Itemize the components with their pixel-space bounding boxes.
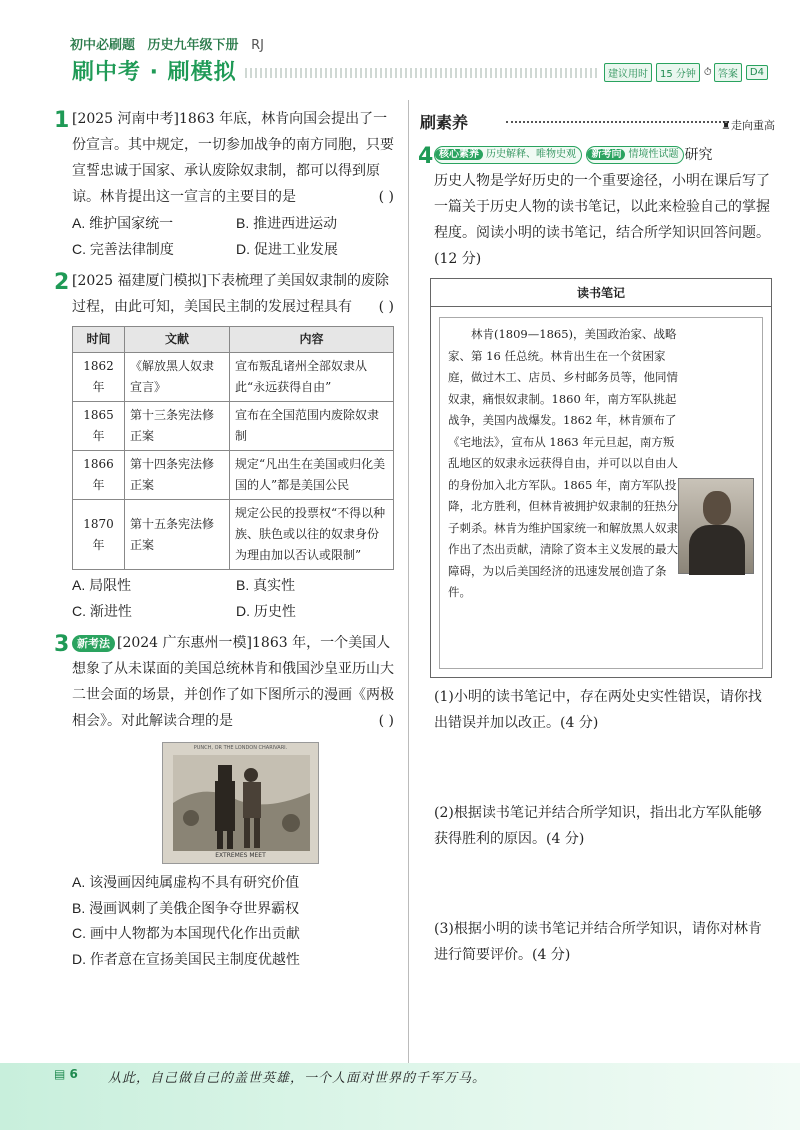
- question-3: [54, 630, 400, 972]
- brand-title: 刷中考 · 刷模拟: [72, 60, 237, 85]
- cell-content: 宣布叛乱诸州全部奴隶从此“永远获得自由”: [230, 353, 394, 402]
- core-literacy-tag: 核心素养 历史解释、唯物史观: [434, 146, 582, 164]
- option-c: C. 渐进性: [72, 603, 132, 619]
- cell-doc: 第十四条宪法修正案: [125, 451, 230, 500]
- option-a: A. 局限性: [72, 577, 132, 593]
- table-header: 文献: [125, 327, 230, 353]
- question-number: 4: [418, 144, 434, 169]
- option-b: B. 真实性: [236, 577, 296, 593]
- left-column: [54, 106, 400, 972]
- right-column: [420, 110, 775, 968]
- stem-tail: 研究: [684, 147, 713, 163]
- question-number: 3: [54, 632, 70, 657]
- question-stem: [2025 河南中考]1863 年底，林肯向国会提出了一份宣言。其中规定，一切参加战争的南方同胞，只要宣誓忠诚于国家、承认废除奴隶制，都可以得到原谅。林肯提出这一宣言的主要目的是 ( ): [72, 106, 400, 210]
- cell-doc: 第十五条宪法修正案: [125, 500, 230, 570]
- footer-motto: 从此，自己做自己的盖世英雄，一个人面对世界的千军万马。: [108, 1071, 487, 1086]
- page-footer: [0, 1063, 800, 1130]
- section-dotted-line: [506, 121, 729, 123]
- notes-title: 读书笔记: [431, 279, 771, 307]
- edition-label: RJ: [251, 38, 264, 53]
- option-a: A. 维护国家统一: [72, 215, 174, 231]
- question-2: [54, 268, 400, 624]
- table-header: 时间: [73, 327, 125, 353]
- option-d: D. 历史性: [236, 603, 296, 619]
- cartoon-image: [162, 742, 319, 864]
- cartoon-title: EXTREMES MEET: [215, 852, 266, 859]
- time-value: 15 分钟: [656, 63, 700, 82]
- answer-label: 答案: [714, 63, 742, 82]
- reading-notes: [430, 278, 772, 678]
- cell-doc: 第十三条宪法修正案: [125, 402, 230, 451]
- option-a: A. 该漫画因纯属虚构不具有研究价值: [72, 874, 300, 890]
- option-b: B. 漫画讽刺了美俄企图争夺世界霸权: [72, 899, 300, 916]
- options: [72, 870, 400, 972]
- option-d: D. 促进工业发展: [236, 241, 338, 257]
- table-row: [73, 451, 394, 500]
- answer-paren: ( ): [378, 713, 394, 729]
- notes-text: 林肯(1809—1865)，美国政治家、战略家、第 16 任总统。林肯出生在一个贫困家庭，做过木工、店员、乡村邮务员等，他同情奴隶，痛恨奴隶制。1860 年，南方军队挑起战争，美国内战爆发。1862 年，林肯颁布了《宅地法》，宣布从 1863 年元旦起，南方叛乱地区的奴隶永远获得自由，并可以以自由人的身份加入北方军队。1865 年，南方军队投降，北方胜利，但林肯被拥护奴隶制的狂热分子刺杀。林肯为维护国家统一和解放黑人奴隶作出了杰出贡献，清除了资本主义发展的最大障碍，为以后美国经济的迅速发展创造了条件。: [448, 327, 678, 599]
- header-badges: [604, 63, 768, 82]
- question-4: [420, 144, 775, 968]
- cell-year: 1866 年: [73, 451, 125, 500]
- cell-doc: 《解放黑人奴隶宣言》: [125, 353, 230, 402]
- cell-content: 宣布在全国范围内废除奴隶制: [230, 402, 394, 451]
- question-stem: [2025 福建厦门模拟]下表梳理了美国奴隶制的废除过程，由此可知，美国民主制的发展过程具有 ( ): [72, 268, 400, 320]
- section-right-label: ♜走向重高: [721, 119, 775, 132]
- cell-year: 1870 年: [73, 500, 125, 570]
- answer-paren: ( ): [378, 299, 394, 315]
- option-c: C. 画中人物都为本国现代化作出贡献: [72, 925, 300, 941]
- cell-year: 1865 年: [73, 402, 125, 451]
- table-row: [73, 500, 394, 570]
- question-1: [54, 106, 400, 262]
- question-number: 1: [54, 108, 70, 133]
- book-icon: ▤: [54, 1067, 70, 1081]
- time-label: 建议用时: [604, 63, 652, 82]
- page-number: ▤ 6: [54, 1067, 78, 1081]
- section-title: 刷素养: [420, 113, 469, 132]
- cell-content: 规定“凡出生在美国或归化美国的人”都是美国公民: [230, 451, 394, 500]
- cell-year: 1862 年: [73, 353, 125, 402]
- trophy-icon: ♜: [721, 119, 731, 132]
- sub-question-2: (2)根据读书笔记并结合所学知识，指出北方军队能够获得胜利的原因。(4 分): [434, 805, 762, 847]
- question-stem: 新考法 [2024 广东惠州一模]1863 年，一个美国人想象了从未谋面的美国总统林肯和俄国沙皇亚历山大二世会面的场景，并创作了如下图所示的漫画《两极相会》。对此解读合理的是 ( ): [72, 630, 400, 734]
- clock-icon: ⏱: [703, 67, 712, 78]
- table-row: [73, 402, 394, 451]
- question-number: 2: [54, 270, 70, 295]
- option-c: C. 完善法律制度: [72, 241, 174, 257]
- header-series-line: [70, 34, 272, 53]
- options: [72, 210, 400, 262]
- sub-question-3: (3)根据小明的读书笔记并结合所学知识，请你对林肯进行简要评价。(4 分): [434, 921, 762, 963]
- new-method-tag: 新考法: [72, 635, 115, 652]
- column-divider: [408, 100, 409, 1065]
- subject-name: 历史九年级下册: [147, 38, 239, 53]
- sub-question-1: (1)小明的读书笔记中，存在两处史实性错误，请你找出错误并加以改正。(4 分): [434, 689, 762, 731]
- answer-paren: ( ): [378, 189, 394, 205]
- table-header: 内容: [230, 327, 394, 353]
- history-table: [72, 326, 394, 570]
- option-b: B. 推进西进运动: [236, 215, 338, 231]
- new-direction-tag: 新考向 情境性试题: [586, 146, 684, 164]
- section-header: [420, 110, 775, 134]
- series-name: 初中必刷题: [70, 38, 136, 53]
- options: [72, 572, 400, 624]
- option-d: D. 作者意在宣扬美国民主制度优越性: [72, 950, 300, 967]
- cartoon-figures: [163, 743, 319, 864]
- question-tags: [418, 144, 775, 169]
- table-row: [73, 353, 394, 402]
- lincoln-portrait: [678, 478, 754, 574]
- cell-content: 规定公民的投票权“不得以种族、肤色或以往的奴隶身份为理由加以否认或限制”: [230, 500, 394, 570]
- header-dotted-rule: [245, 68, 600, 78]
- question-stem: 历史人物是学好历史的一个重要途径，小明在课后写了一篇关于历史人物的读书笔记，以此来检验自己的掌握程度。阅读小明的读书笔记，结合所学知识回答问题。(12 分): [434, 173, 770, 267]
- cartoon-caption: PUNCH, OR THE LONDON CHARIVARI.: [193, 745, 288, 751]
- answer-page: D4: [746, 65, 768, 80]
